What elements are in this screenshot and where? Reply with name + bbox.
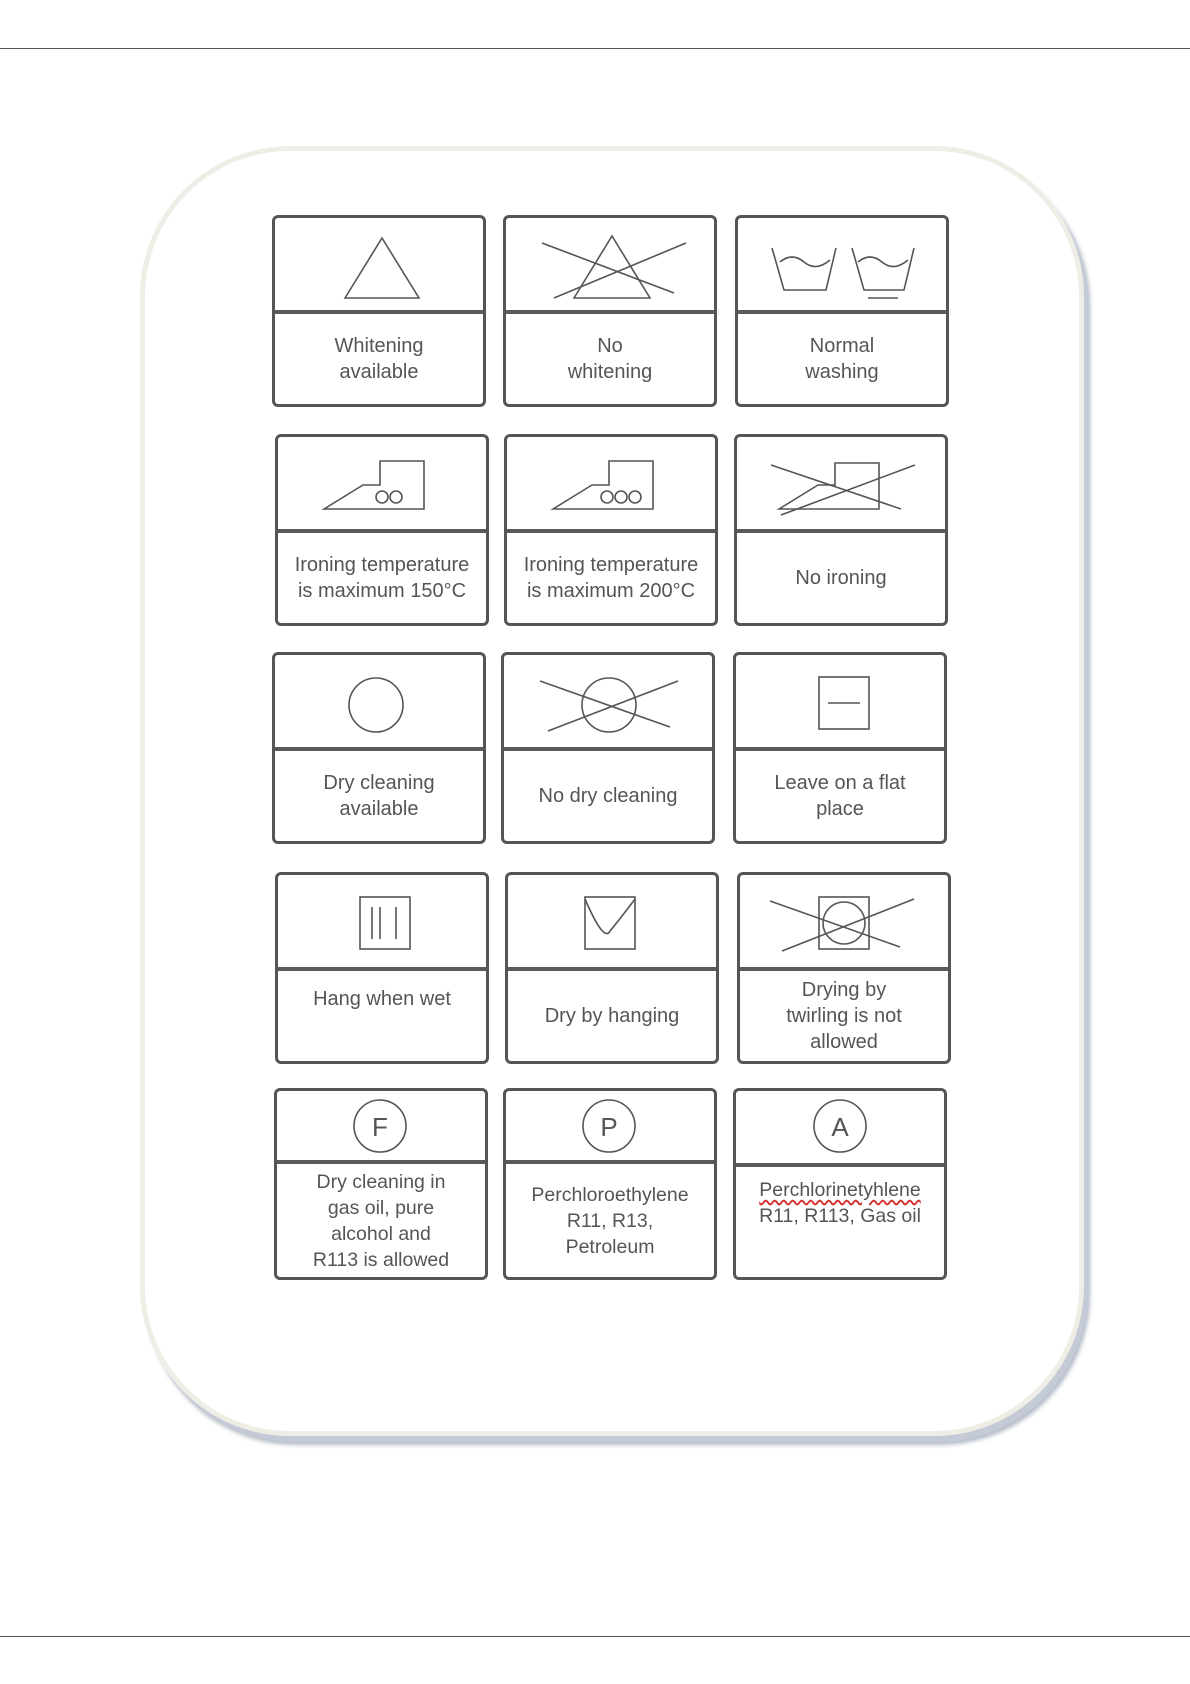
symbol-panel	[504, 655, 712, 751]
care-label: Dry by hanging	[544, 1005, 680, 1027]
symbol-panel	[738, 218, 946, 314]
circle-letter: F	[372, 1112, 388, 1142]
care-label: Ironing temperature is maximum 150°C	[294, 554, 470, 602]
page-bottom-rule	[0, 1636, 1190, 1637]
circle-letter: A	[831, 1112, 849, 1142]
symbol-panel	[737, 437, 945, 533]
care-label: Ironing temperature is maximum 200°C	[523, 554, 699, 602]
symbol-panel	[506, 218, 714, 314]
symbol-panel	[507, 437, 715, 533]
care-label: Perchloroethylene R11, R13, Petroleum	[531, 1183, 689, 1258]
symbol-panel	[736, 1091, 944, 1167]
card-dry-clean-f	[274, 1088, 488, 1280]
card-dry-clean-p	[503, 1088, 717, 1280]
care-label: No dry cleaning	[538, 785, 678, 807]
wash-tubs-icon	[738, 218, 946, 310]
card-no-tumble-dry	[737, 872, 951, 1064]
square-vertical-lines-icon	[278, 875, 486, 967]
symbol-panel	[278, 875, 486, 971]
care-label: Hang when wet	[313, 988, 451, 1010]
misspelled-word: Perchlorinetyhlene	[759, 1179, 921, 1201]
care-label: Dry cleaning available	[323, 772, 435, 820]
triangle-icon	[275, 218, 483, 310]
card-no-dry-cleaning	[501, 652, 715, 844]
crossed-tumble-dry-icon	[740, 875, 948, 967]
crossed-triangle-icon	[506, 218, 714, 310]
card-no-ironing	[734, 434, 948, 626]
symbol-panel	[275, 218, 483, 314]
symbol-panel	[277, 1091, 485, 1164]
circle-icon	[275, 655, 483, 747]
card-no-whitening	[503, 215, 717, 407]
square-with-line-icon	[736, 655, 944, 747]
care-label	[738, 1167, 942, 1277]
card-dry-clean-a	[733, 1088, 947, 1280]
care-label: Leave on a flat place	[774, 772, 906, 820]
symbol-panel	[275, 655, 483, 751]
page-top-rule	[0, 48, 1190, 49]
square-curve-icon	[508, 875, 716, 967]
care-label: No ironing	[795, 567, 887, 589]
care-label: Dry cleaning in gas oil, pure alcohol and R113 is allowed	[312, 1170, 450, 1271]
card-ironing-200	[504, 434, 718, 626]
crossed-iron-icon	[737, 437, 945, 529]
symbol-panel	[508, 875, 716, 971]
circle-letter: P	[600, 1112, 618, 1142]
care-label-line: R11, R113, Gas oil	[759, 1205, 921, 1227]
card-dry-by-hanging	[505, 872, 719, 1064]
symbol-panel	[506, 1091, 714, 1164]
iron-three-dots-icon	[507, 437, 715, 529]
card-ironing-150	[275, 434, 489, 626]
care-label: Normal washing	[805, 335, 879, 383]
symbol-panel	[740, 875, 948, 971]
card-normal-washing	[735, 215, 949, 407]
card-whitening-available	[272, 215, 486, 407]
iron-two-dots-icon	[278, 437, 486, 529]
card-hang-when-wet	[275, 872, 489, 1064]
care-label: Whitening available	[334, 335, 424, 383]
care-label: Drying by twirling is not allowed	[786, 979, 902, 1053]
crossed-circle-icon	[504, 655, 712, 747]
symbol-panel	[736, 655, 944, 751]
care-label: No whitening	[567, 335, 653, 383]
card-flat-dry	[733, 652, 947, 844]
card-dry-cleaning-available	[272, 652, 486, 844]
symbol-panel	[278, 437, 486, 533]
